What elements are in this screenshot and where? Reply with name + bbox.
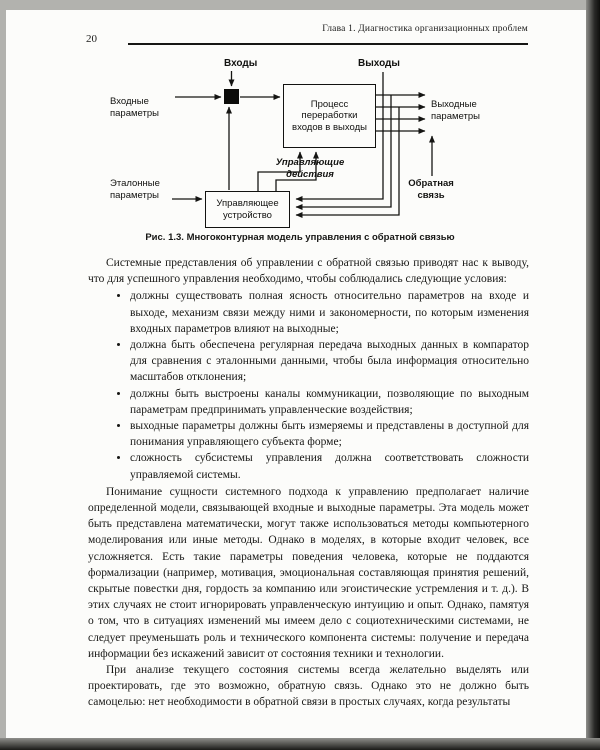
list-item: • должны быть выстроены каналы коммуникации, позволяющие по выходным параметрам предпринимать управленческие воздействия; <box>130 386 529 418</box>
scan-edge-shadow-bottom <box>0 738 600 750</box>
figure-label-feedback: Обратная связь <box>408 178 454 201</box>
figure-label-inputs: Входы <box>224 58 258 69</box>
page-number: 20 <box>86 33 97 45</box>
control-device-box: Управляющее устройство <box>205 191 290 228</box>
list-item: • должны существовать полная ясность относительно параметров на входе и выходе, механизм связи между ними и закономерности, по которым изменения входных параметров влияют на выходные; <box>130 288 529 337</box>
figure-caption-label: Рис. 1.3. <box>145 232 184 243</box>
process-box: Процесс переработки входов в выходы <box>283 84 376 148</box>
conditions-list <box>88 288 529 482</box>
figure-label-output-parameters: Выходные параметры <box>431 99 480 122</box>
list-item: • сложность субсистемы управления должна соответствовать сложности управляемой системы. <box>130 450 529 482</box>
list-item: • выходные параметры должны быть измеряемы и представлены в доступной для понимания управляющего субъекта форме; <box>130 418 529 450</box>
list-item: • должна быть обеспечена регулярная передача выходных данных в компаратор для сравнения с эталонными данными, чтобы была информация относительно масштабов отклонения; <box>130 337 529 386</box>
comparator-block <box>224 89 239 104</box>
paragraph: При анализе текущего состояния системы всегда желательно выделять или проектировать, где это возможно, обратную связь. Однако это не должно быть самоцелью: нет необходимости в обратной связи в простых случаях, когда результаты <box>88 664 529 709</box>
figure-caption-text: Многоконтурная модель управления с обратной связью <box>183 232 455 243</box>
body-text-column <box>88 255 529 711</box>
figure-label-reference-parameters: Эталонные параметры <box>110 178 160 201</box>
figure-label-control-actions: Управляющие действия <box>275 157 345 180</box>
paragraph: Системные представления об управлении с обратной связью приводят нас к выводу, что для успешного управления необходимо, чтобы соблюдались следующие условия: <box>88 257 529 286</box>
figure-label-input-parameters: Входные параметры <box>110 96 159 119</box>
running-header: Глава 1. Диагностика организационных проблем <box>322 24 528 34</box>
paragraph: Понимание сущности системного подхода к управлению предполагает наличие определенной модели, связывающей входные и выходные параметры. Эта модель может быть представлена математически, могут также использоваться методы компьютерного моделирования или иные методы. Однако в моделях, в которые входит человек, все усложняется. Есть такие параметры поведения человека, которые не поддаются формализации (например, мотивация, эмоциональная составляющая принятия решений, скрытые повестки дня, гордость за компанию или эгоистические устремления и т. д.). В этих случаях не стоит игнорировать управленческую интуицию и опыт. Однако, памятуя о том, что в ситуациях изменений мы имеем дело с социотехническими системами, не следует преуменьшать роль и технического компонента системы: получение и передача информации без искажений зависит от состояния техники и технологии. <box>88 485 529 660</box>
figure-label-outputs: Выходы <box>358 58 400 69</box>
